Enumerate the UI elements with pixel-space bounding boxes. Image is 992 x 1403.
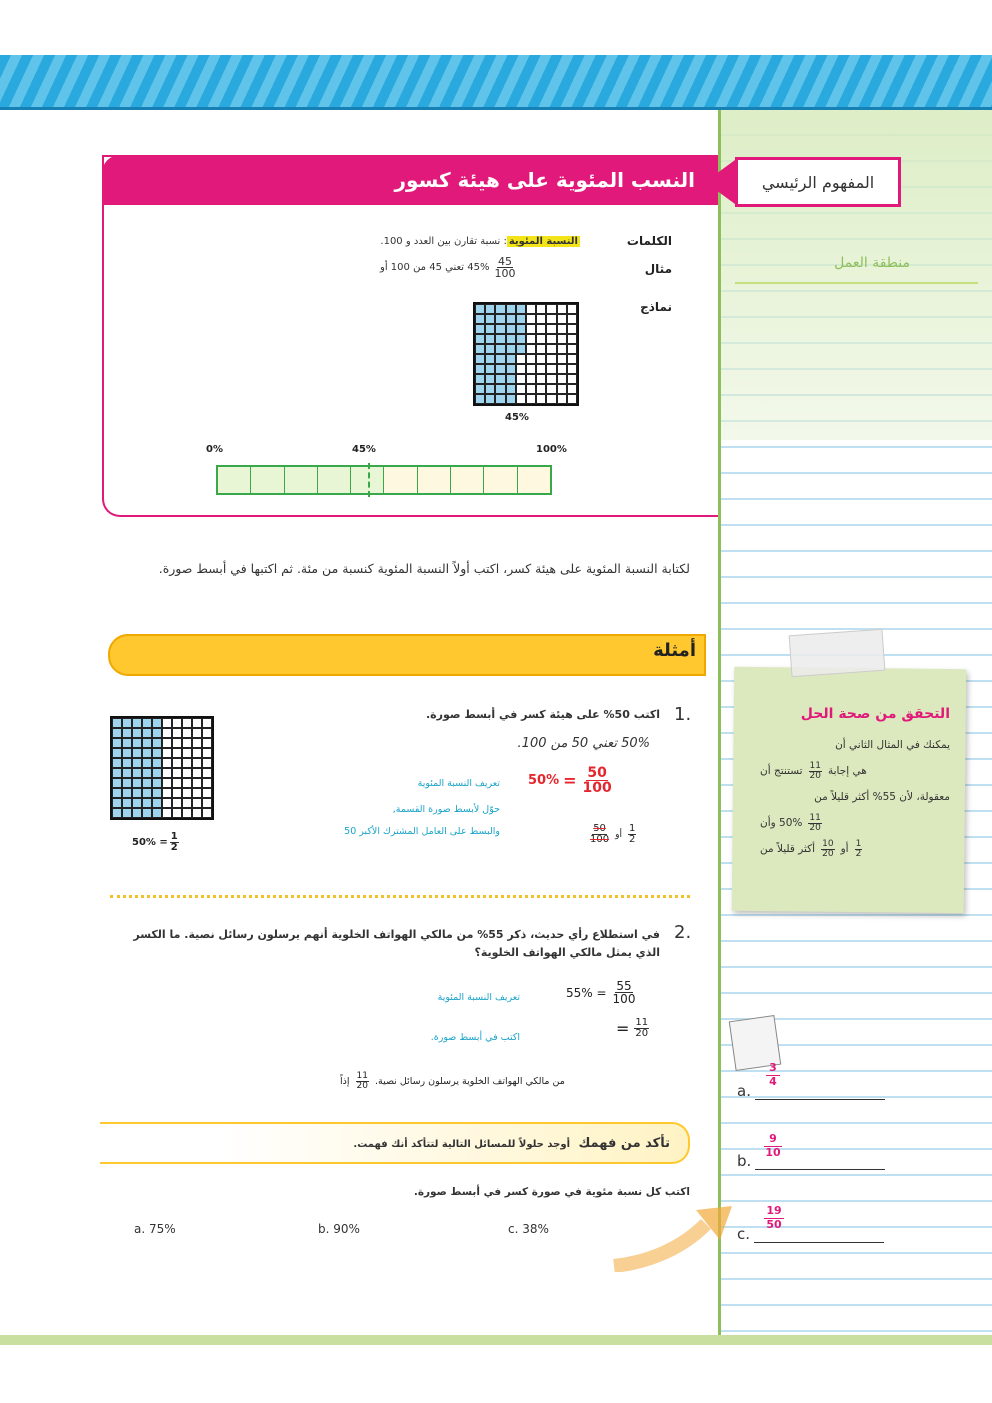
grid-cell xyxy=(526,384,536,394)
grid-cell xyxy=(475,364,485,374)
grid-cell xyxy=(162,738,172,748)
grid-cell xyxy=(546,384,556,394)
example-sentence: 45% تعني 45 من 100 أو xyxy=(380,262,490,273)
grid-cell xyxy=(122,808,132,818)
grid-cell xyxy=(485,364,495,374)
grid-cell xyxy=(172,778,182,788)
examples-title: أمثلة xyxy=(653,640,696,661)
grid-cell xyxy=(122,768,132,778)
grid-cell xyxy=(132,728,142,738)
grid-cell xyxy=(557,324,567,334)
answer-b: b. xyxy=(737,1152,885,1170)
grid-cell xyxy=(192,728,202,738)
grid-cell xyxy=(182,778,192,788)
grid-cell xyxy=(495,344,505,354)
grid-cell xyxy=(122,728,132,738)
grid-cell xyxy=(475,344,485,354)
grid-cell xyxy=(122,758,132,768)
grid-cell xyxy=(475,374,485,384)
grid-cell xyxy=(506,314,516,324)
grid-cell xyxy=(526,334,536,344)
grid-cell xyxy=(192,748,202,758)
grid-cell xyxy=(557,384,567,394)
check-title: تأكد من فهمك xyxy=(578,1136,670,1151)
grid-cell xyxy=(192,798,202,808)
grid-cell xyxy=(536,354,546,364)
grid-cell xyxy=(485,314,495,324)
answer-b-fraction: 9 10 xyxy=(765,1132,781,1159)
grid-cell xyxy=(495,354,505,364)
grid-cell xyxy=(567,364,577,374)
grid-cell xyxy=(526,354,536,364)
grid-cell xyxy=(516,304,526,314)
grid-cell xyxy=(506,324,516,334)
answer-a: a. xyxy=(737,1082,885,1100)
grid-cell xyxy=(485,344,495,354)
grid-cell xyxy=(182,808,192,818)
grid-cell xyxy=(132,748,142,758)
grid-cell xyxy=(122,718,132,728)
grid-cell xyxy=(516,364,526,374)
grid-cell xyxy=(485,394,495,404)
grid-cell xyxy=(475,354,485,364)
grid-cell xyxy=(536,304,546,314)
grid-cell xyxy=(485,304,495,314)
bar-45-marker xyxy=(368,463,370,497)
grid-cell xyxy=(112,778,122,788)
check-instruction: اكتب كل نسبة مئوية في صورة كسر في أبسط صورة. xyxy=(413,1186,690,1198)
example-fraction: $\frac{45}{100}$ xyxy=(494,255,516,280)
grid-cell xyxy=(132,758,142,768)
grid-cell xyxy=(152,778,162,788)
grid-cell xyxy=(526,374,536,384)
bar-segment xyxy=(451,467,484,493)
grid-cell xyxy=(557,304,567,314)
grid-cell xyxy=(495,314,505,324)
grid-cell xyxy=(202,718,212,728)
grid-cell xyxy=(132,738,142,748)
grid-cell xyxy=(162,758,172,768)
grid-cell xyxy=(516,354,526,364)
grid-cell xyxy=(567,324,577,334)
words-label: الكلمات xyxy=(626,234,672,248)
workspace-label: منطقة العمل xyxy=(834,255,910,271)
grid-cell xyxy=(557,374,567,384)
intro-paragraph: لكتابة النسبة المئوية على هيئة كسر، اكتب أولاً النسبة المئوية كنسبة من مئة. ثم اكتبها في أبسط صورة. xyxy=(158,561,690,576)
note-text: يمكنك في المثال الثاني أن تستنتج أن $\frac{11}{20}$ هي إجابة معقولة، لأن 55% أكثر قليلاً من 50% وأن $\frac{11}{20}$ أكثر قليلاً من $\frac{10}{20}$ أو $\frac{1}{2}$ xyxy=(760,739,950,859)
check-item-b: b. 90% xyxy=(318,1222,360,1236)
example2-step1: 55% = $\frac{55}{100}$ xyxy=(566,979,636,1006)
grid-cell xyxy=(162,778,172,788)
example2-step2: = $\frac{11}{20}$ xyxy=(616,1017,649,1039)
definition-text: : نسبة تقارن بين العدد و 100. xyxy=(380,236,507,247)
grid-cell xyxy=(192,788,202,798)
grid-cell xyxy=(495,334,505,344)
grid-cell xyxy=(202,758,212,768)
grid-cell xyxy=(132,808,142,818)
bar-tick-100: 100% xyxy=(536,444,567,455)
grid-cell xyxy=(546,374,556,384)
grid-cell xyxy=(112,798,122,808)
grid-cell xyxy=(122,778,132,788)
grid-cell xyxy=(112,738,122,748)
grid-caption: 45% xyxy=(505,412,529,423)
example2-prompt: في استطلاع رأي حديث، ذكر 55% من مالكي الهواتف الخلوية أنهم يرسلون رسائل نصية. ما الكسر الذي يمثل مالكي الهواتف الخلوية؟ xyxy=(133,928,660,959)
grid-cell xyxy=(202,788,212,798)
grid50-caption: 50% = $\frac{1}{2}$ xyxy=(132,831,178,853)
bar-segment xyxy=(218,467,251,493)
example1-step2-note-a: حوّل لأبسط صورة القسمة, xyxy=(392,804,500,815)
grid-cell xyxy=(142,758,152,768)
grid-cell xyxy=(172,788,182,798)
grid-cell xyxy=(142,778,152,788)
grid-cell xyxy=(536,374,546,384)
grid-cell xyxy=(132,778,142,788)
grid-cell xyxy=(112,808,122,818)
grid-cell xyxy=(112,718,122,728)
grid-cell xyxy=(192,758,202,768)
example1-prompt: اكتب 50% على هيئة كسر في أبسط صورة. xyxy=(425,708,660,721)
example1-restate: 50% تعني 50 من 100. xyxy=(517,736,650,751)
grid-cell xyxy=(546,394,556,404)
tape xyxy=(789,629,886,677)
grid-cell xyxy=(536,384,546,394)
grid-cell xyxy=(132,798,142,808)
grid-cell xyxy=(112,768,122,778)
grid-cell xyxy=(182,798,192,808)
bar-tick-0: 0% xyxy=(206,444,223,455)
grid-cell xyxy=(485,324,495,334)
grid-cell xyxy=(506,354,516,364)
grid-cell xyxy=(142,798,152,808)
grid-cell xyxy=(152,728,162,738)
grid-cell xyxy=(112,748,122,758)
grid-cell xyxy=(172,758,182,768)
grid-cell xyxy=(516,334,526,344)
grid-cell xyxy=(202,778,212,788)
grid-cell xyxy=(162,798,172,808)
grid-cell xyxy=(202,748,212,758)
grid-cell xyxy=(506,394,516,404)
grid-cell xyxy=(567,384,577,394)
grid-cell xyxy=(152,718,162,728)
grid-cell xyxy=(485,354,495,364)
grid-cell xyxy=(546,344,556,354)
chevron-left-icon xyxy=(705,160,735,204)
grid-cell xyxy=(162,748,172,758)
grid-cell xyxy=(162,718,172,728)
grid-cell xyxy=(475,304,485,314)
grid-cell xyxy=(485,384,495,394)
example-label: مثال xyxy=(644,262,672,276)
separator xyxy=(110,895,690,898)
grid-cell xyxy=(546,354,556,364)
bar-segment xyxy=(418,467,451,493)
grid-cell xyxy=(152,758,162,768)
grid-cell xyxy=(536,344,546,354)
grid-cell xyxy=(142,728,152,738)
grid-cell xyxy=(192,738,202,748)
definition xyxy=(330,236,580,247)
grid-cell xyxy=(495,304,505,314)
grid-cell xyxy=(142,768,152,778)
example1-step1-note: تعريف النسبة المئوية xyxy=(417,778,500,789)
key-concept-tab: المفهوم الرئيسي xyxy=(735,157,901,207)
bar-segment xyxy=(285,467,318,493)
grid-cell xyxy=(536,324,546,334)
grid-cell xyxy=(506,304,516,314)
grid-cell xyxy=(536,364,546,374)
grid-cell xyxy=(152,768,162,778)
grid-cell xyxy=(122,748,132,758)
grid-cell xyxy=(557,344,567,354)
arrow-right-icon xyxy=(610,1200,738,1272)
grid-cell xyxy=(132,768,142,778)
example1-step2: $\frac{1}{2}$ أو $\frac{50}{100}$ xyxy=(590,823,636,845)
grid-cell xyxy=(475,394,485,404)
check-item-c: c. 38% xyxy=(508,1222,549,1236)
grid-cell xyxy=(506,334,516,344)
grid-cell xyxy=(536,314,546,324)
grid-cell xyxy=(546,324,556,334)
definition-term: النسبة المئوية xyxy=(508,236,578,247)
grid-cell xyxy=(536,334,546,344)
grid-cell xyxy=(516,384,526,394)
grid-cell xyxy=(182,758,192,768)
grid-cell xyxy=(557,364,567,374)
bar-segment xyxy=(518,467,550,493)
bar-segment xyxy=(318,467,351,493)
grid-cell xyxy=(495,394,505,404)
bar-segment xyxy=(251,467,284,493)
example1-step2-note-b: والبسط على العامل المشترك الأكبر 50 xyxy=(344,826,500,837)
grid-cell xyxy=(122,738,132,748)
grid-cell xyxy=(172,808,182,818)
example1-number: 1. xyxy=(674,704,692,725)
percent-bar-model xyxy=(216,465,552,495)
grid-cell xyxy=(546,334,556,344)
grid-cell xyxy=(516,314,526,324)
grid-cell xyxy=(142,788,152,798)
answer-a-fraction: 3 4 xyxy=(766,1062,780,1088)
grid-cell xyxy=(182,748,192,758)
grid-cell xyxy=(526,314,536,324)
hundred-grid-50 xyxy=(110,716,214,820)
grid-cell xyxy=(112,788,122,798)
grid-cell xyxy=(536,394,546,404)
grid-cell xyxy=(516,394,526,404)
grid-cell xyxy=(526,344,536,354)
grid-cell xyxy=(112,728,122,738)
grid-cell xyxy=(495,384,505,394)
grid-cell xyxy=(495,374,505,384)
grid-cell xyxy=(526,364,536,374)
grid-cell xyxy=(475,334,485,344)
grid-cell xyxy=(122,788,132,798)
note-title: التحقق من صحة الحل xyxy=(800,706,950,722)
grid-cell xyxy=(202,738,212,748)
grid-cell xyxy=(485,334,495,344)
grid-cell xyxy=(142,808,152,818)
grid-cell xyxy=(526,394,536,404)
grid-cell xyxy=(557,354,567,364)
grid-cell xyxy=(142,718,152,728)
grid-cell xyxy=(192,768,202,778)
key-concept-box xyxy=(102,155,718,517)
grid-cell xyxy=(152,788,162,798)
grid-cell xyxy=(475,384,485,394)
grid-cell xyxy=(132,788,142,798)
grid-cell xyxy=(516,344,526,354)
grid-cell xyxy=(182,738,192,748)
grid-cell xyxy=(112,758,122,768)
grid-cell xyxy=(162,808,172,818)
grid-cell xyxy=(567,374,577,384)
grid-cell xyxy=(132,718,142,728)
models-label: نماذج xyxy=(640,300,672,314)
grid-cell xyxy=(567,344,577,354)
grid-cell xyxy=(172,768,182,778)
grid-cell xyxy=(152,748,162,758)
grid-cell xyxy=(557,334,567,344)
grid-cell xyxy=(172,748,182,758)
grid-cell xyxy=(526,304,536,314)
top-banner xyxy=(0,55,992,110)
grid-cell xyxy=(516,324,526,334)
grid-cell xyxy=(172,738,182,748)
grid-cell xyxy=(506,384,516,394)
grid-cell xyxy=(526,324,536,334)
grid-cell xyxy=(172,718,182,728)
grid-cell xyxy=(152,808,162,818)
check-subtitle: أوجد حلولاً للمسائل التالية لتتأكد أنك فهمت. xyxy=(353,1139,570,1150)
grid-cell xyxy=(567,304,577,314)
grid-cell xyxy=(202,768,212,778)
grid-cell xyxy=(516,374,526,384)
grid-cell xyxy=(152,798,162,808)
column-divider xyxy=(718,110,721,1335)
grid-cell xyxy=(152,738,162,748)
grid-cell xyxy=(122,798,132,808)
example2-conclusion: إذاً $\frac{11}{20}$ من مالكي الهواتف الخلوية يرسلون رسائل نصية. xyxy=(340,1071,565,1091)
hundred-grid-45 xyxy=(473,302,579,406)
grid-cell xyxy=(495,364,505,374)
grid-cell xyxy=(182,718,192,728)
example2-number: 2. xyxy=(674,922,692,943)
example-text xyxy=(380,256,580,279)
grid-cell xyxy=(202,808,212,818)
grid-cell xyxy=(546,304,556,314)
bottom-band xyxy=(0,1335,992,1345)
grid-cell xyxy=(567,314,577,324)
grid-cell xyxy=(192,718,202,728)
grid-cell xyxy=(192,778,202,788)
grid-cell xyxy=(567,394,577,404)
grid-cell xyxy=(202,798,212,808)
grid-cell xyxy=(202,728,212,738)
grid-cell xyxy=(182,768,192,778)
grid-cell xyxy=(546,314,556,324)
grid-cell xyxy=(475,324,485,334)
bar-segment xyxy=(384,467,417,493)
grid-cell xyxy=(172,798,182,808)
grid-cell xyxy=(506,364,516,374)
example2-step2-note: اكتب في أبسط صورة. xyxy=(430,1032,520,1043)
grid-cell xyxy=(506,374,516,384)
grid-cell xyxy=(506,344,516,354)
key-concept-title: النسب المئوية على هيئة كسور xyxy=(394,168,695,192)
grid-cell xyxy=(142,748,152,758)
workspace-underline xyxy=(735,282,978,284)
grid-cell xyxy=(495,324,505,334)
grid-cell xyxy=(142,738,152,748)
side-credit-strip xyxy=(6,1010,26,1310)
grid-cell xyxy=(557,314,567,324)
grid-cell xyxy=(162,728,172,738)
answer-c-fraction: 19 50 xyxy=(764,1205,784,1231)
grid-cell xyxy=(567,354,577,364)
grid-cell xyxy=(557,394,567,404)
grid-cell xyxy=(192,808,202,818)
grid-cell xyxy=(475,314,485,324)
example1-step1: 50% = $\frac{50}{100}$ xyxy=(528,765,612,796)
answer-c: c. xyxy=(737,1225,884,1243)
grid-cell xyxy=(182,788,192,798)
grid-cell xyxy=(162,768,172,778)
grid-cell xyxy=(567,334,577,344)
check-item-a: a. 75% xyxy=(134,1222,176,1236)
grid-cell xyxy=(162,788,172,798)
bar-tick-45: 45% xyxy=(352,444,376,455)
example2-step1-note: تعريف النسبة المئوية xyxy=(437,992,520,1003)
grid-cell xyxy=(485,374,495,384)
grid-cell xyxy=(546,364,556,374)
bar-segment xyxy=(484,467,517,493)
grid-cell xyxy=(172,728,182,738)
grid-cell xyxy=(182,728,192,738)
